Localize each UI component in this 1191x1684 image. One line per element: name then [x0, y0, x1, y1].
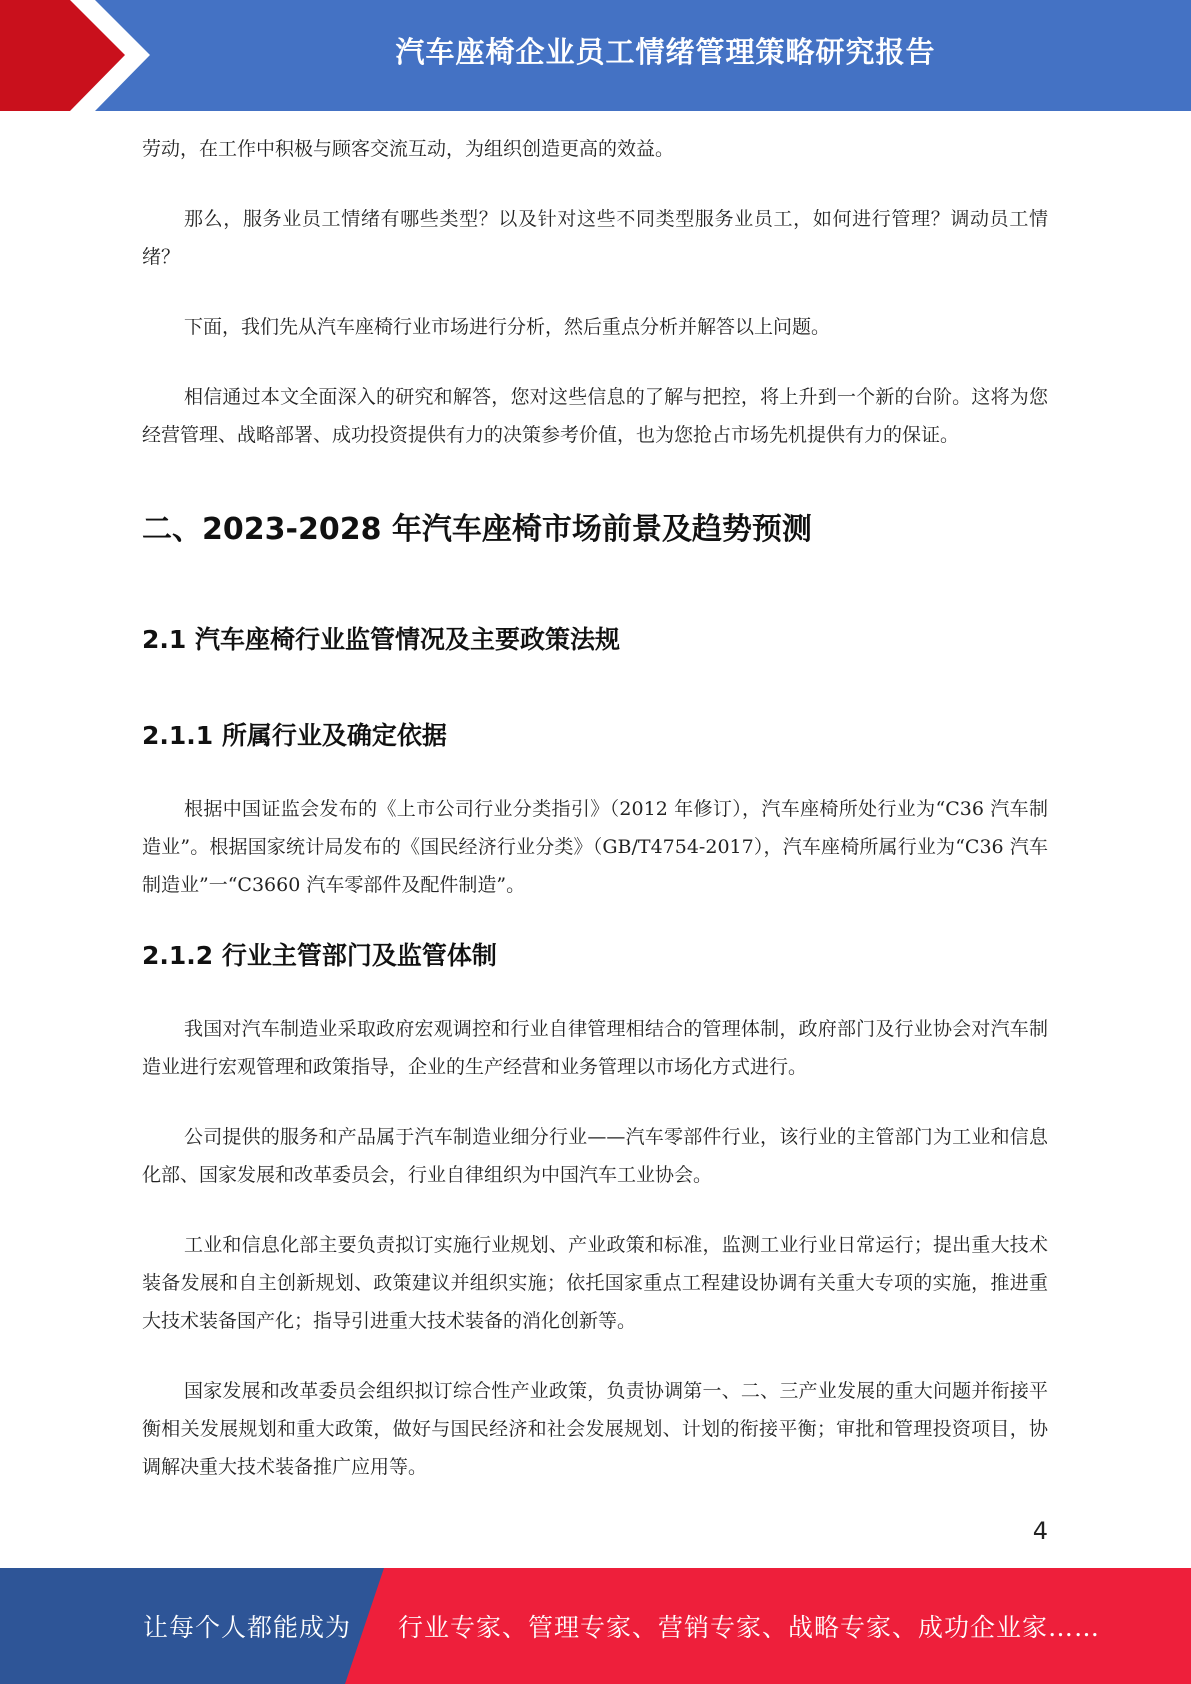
- paragraph-5: 根据中国证监会发布的《上市公司行业分类指引》（2012 年修订），汽车座椅所处行业为“C36 汽车制造业”。根据国家统计局发布的《国民经济行业分类》（GB/T4754-2017），汽车座椅所属行业为“C36 汽车制造业”一“C3660 汽车零部件及配件制造”。: [142, 798, 1048, 896]
- subsection-heading-2-1: 2.1 汽车座椅行业监管情况及主要政策法规: [142, 625, 620, 654]
- paragraph-7: 公司提供的服务和产品属于汽车制造业细分行业——汽车零部件行业，该行业的主管部门为工业和信息化部、国家发展和改革委员会，行业自律组织为中国汽车工业协会。: [142, 1126, 1048, 1186]
- header-chevron-decoration: [0, 0, 160, 111]
- paragraph-3: 下面，我们先从汽车座椅行业市场进行分析，然后重点分析并解答以上问题。: [184, 316, 831, 338]
- paragraph-8: 工业和信息化部主要负责拟订实施行业规划、产业政策和标准，监测工业行业日常运行；提出重大技术装备发展和自主创新规划、政策建议并组织实施；依托国家重点工程建设协调有关重大专项的实施，推进重大技术装备国产化；指导引进重大技术装备的消化创新等。: [142, 1234, 1048, 1332]
- paragraph-4: 相信通过本文全面深入的研究和解答，您对这些信息的了解与把控，将上升到一个新的台阶。这将为您经营管理、战略部署、成功投资提供有力的决策参考价值，也为您抢占市场先机提供有力的保证。: [142, 386, 1048, 446]
- header-band: [0, 0, 1191, 111]
- footer-slogan-left: 让每个人都能成为: [143, 1613, 352, 1642]
- subsection-heading-2-1-1: 2.1.1 所属行业及确定依据: [142, 721, 447, 750]
- paragraph-1: 劳动，在工作中积极与顾客交流互动，为组织创造更高的效益。: [142, 138, 675, 160]
- paragraph-2: 那么，服务业员工情绪有哪些类型？以及针对这些不同类型服务业员工，如何进行管理？调动员工情绪？: [142, 208, 1048, 268]
- footer-band: [0, 1568, 1191, 1684]
- paragraph-9: 国家发展和改革委员会组织拟订综合性产业政策，负责协调第一、二、三产业发展的重大问题并衔接平衡相关发展规划和重大政策，做好与国民经济和社会发展规划、计划的衔接平衡；审批和管理投资项目，协调解决重大技术装备推广应用等。: [142, 1380, 1048, 1478]
- document-body: [142, 130, 1048, 1518]
- section-heading-2: 二、2023-2028 年汽车座椅市场前景及趋势预测: [142, 512, 812, 547]
- subsection-heading-2-1-2: 2.1.2 行业主管部门及监管体制: [142, 941, 497, 970]
- paragraph-6: 我国对汽车制造业采取政府宏观调控和行业自律管理相结合的管理体制，政府部门及行业协会对汽车制造业进行宏观管理和政策指导，企业的生产经营和业务管理以市场化方式进行。: [142, 1018, 1048, 1078]
- footer-slogan-right: 行业专家、管理专家、营销专家、战略专家、成功企业家……: [398, 1613, 1101, 1642]
- report-title: 汽车座椅企业员工情绪管理策略研究报告: [395, 34, 936, 69]
- page-number: 4: [1032, 1517, 1048, 1545]
